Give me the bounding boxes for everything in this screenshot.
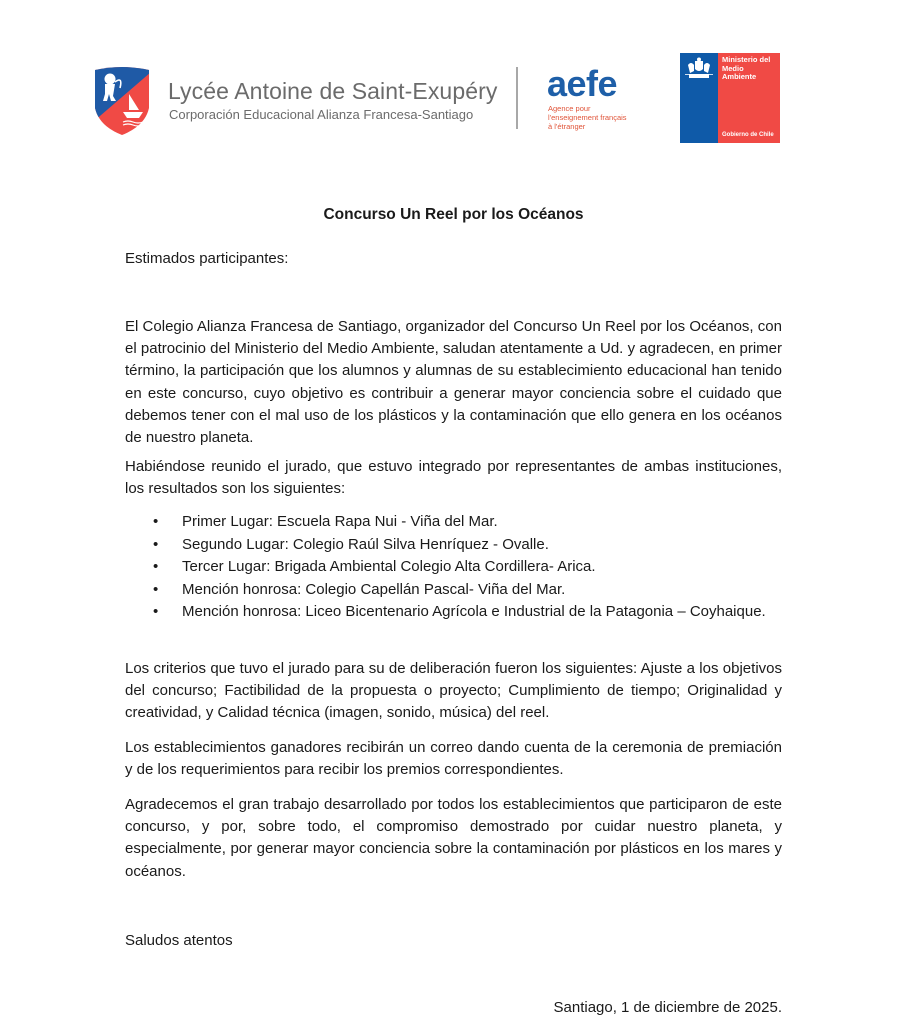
aefe-tagline-line: à l'étranger (548, 122, 586, 131)
paragraph-intro: El Colegio Alianza Francesa de Santiago, organizador del Concurso Un Reel por los Océanos, con el patrocinio del Ministerio del Medio Ambiente, saludan atentamente a Ud. y agradecen, en primer término, la participación que los alumnos y alumnas de su establecimiento educacional han tenido en este concurso, cuyo objetivo es contribuir a generar mayor conciencia sobre el cuidado que debemos tener con el mal uso de los plásticos y la contaminación que ello genera en los océanos de nuestro planeta. (125, 318, 782, 447)
results-list (153, 511, 782, 624)
bullet-icon: • (153, 558, 159, 576)
ministerio-title-line: Medio (722, 63, 744, 73)
greeting: Estimados participantes: (125, 250, 289, 267)
list-item (153, 534, 782, 557)
result-text: Tercer Lugar: Brigada Ambiental Colegio Alta Cordillera- Arica. (182, 558, 596, 576)
paragraph-criteria: Los criterios que tuvo el jurado para su de deliberación fueron los siguientes: Ajuste a los objetivos del concurso; Factibilidad de la propuesta o proyecto; Cumplimiento de tiempo; Originalidad y creatividad, y Calidad técnica (imagen, sonido, música) del reel. (125, 660, 782, 722)
paragraph-winners: Los establecimientos ganadores recibirán un correo dando cuenta de la ceremonia de premiación y de los requerimientos para recibir los premios correspondientes. (125, 739, 782, 779)
document-title: Concurso Un Reel por los Océanos (323, 206, 584, 223)
list-item (153, 579, 782, 602)
bullet-icon: • (153, 513, 159, 530)
paragraph-thanks: Agradecemos el gran trabajo desarrollado por todos los establecimientos que participaron de este concurso, y por, sobre todo, el compromiso demostrado por cuidar nuestro planeta, y especialmente, por generar mayor conciencia sobre la contaminación por plásticos en los mares y océanos. (125, 796, 782, 880)
gobierno-label: Gobierno de Chile (722, 132, 774, 138)
ministerio-logo (680, 53, 780, 143)
result-text: Mención honrosa: Liceo Bicentenario Agrícola e Industrial de la Patagonia – Coyhaique. (182, 603, 766, 621)
bullet-icon: • (153, 580, 159, 598)
paragraph-jury: Habiéndose reunido el jurado, que estuvo integrado por representantes de ambas instituciones, los resultados son los siguientes: (125, 458, 782, 498)
logo-divider (516, 67, 518, 129)
result-text: Mención honrosa: Colegio Capellán Pascal- Viña del Mar. (182, 580, 566, 598)
list-item (153, 601, 782, 624)
aefe-tagline-line: Agence pour (548, 104, 591, 113)
list-item (153, 511, 782, 534)
date-line: Santiago, 1 de diciembre de 2025. (553, 999, 782, 1016)
list-item (153, 556, 782, 579)
ministerio-title (722, 56, 770, 82)
shield-lion-ship-icon (93, 64, 151, 136)
result-text: Primer Lugar: Escuela Rapa Nui - Viña del Mar. (182, 513, 498, 530)
bullet-icon: • (153, 535, 159, 553)
bullet-icon: • (153, 603, 159, 621)
closing: Saludos atentos (125, 932, 233, 949)
chile-coat-of-arms-icon (685, 57, 713, 81)
ministerio-title-line: Ambiente (722, 72, 757, 81)
lycee-subtitle: Corporación Educacional Alianza Francesa-Santiago (169, 107, 474, 122)
aefe-tagline-line: l'enseignement français (548, 113, 627, 122)
aefe-tagline (548, 104, 638, 131)
aefe-logo-word: aefe (547, 63, 618, 104)
result-text: Segundo Lugar: Colegio Raúl Silva Henríquez - Ovalle. (182, 535, 549, 553)
ministerio-title-line: Ministerio del (722, 55, 771, 64)
lycee-name: Lycée Antoine de Saint-Exupéry (168, 78, 498, 104)
